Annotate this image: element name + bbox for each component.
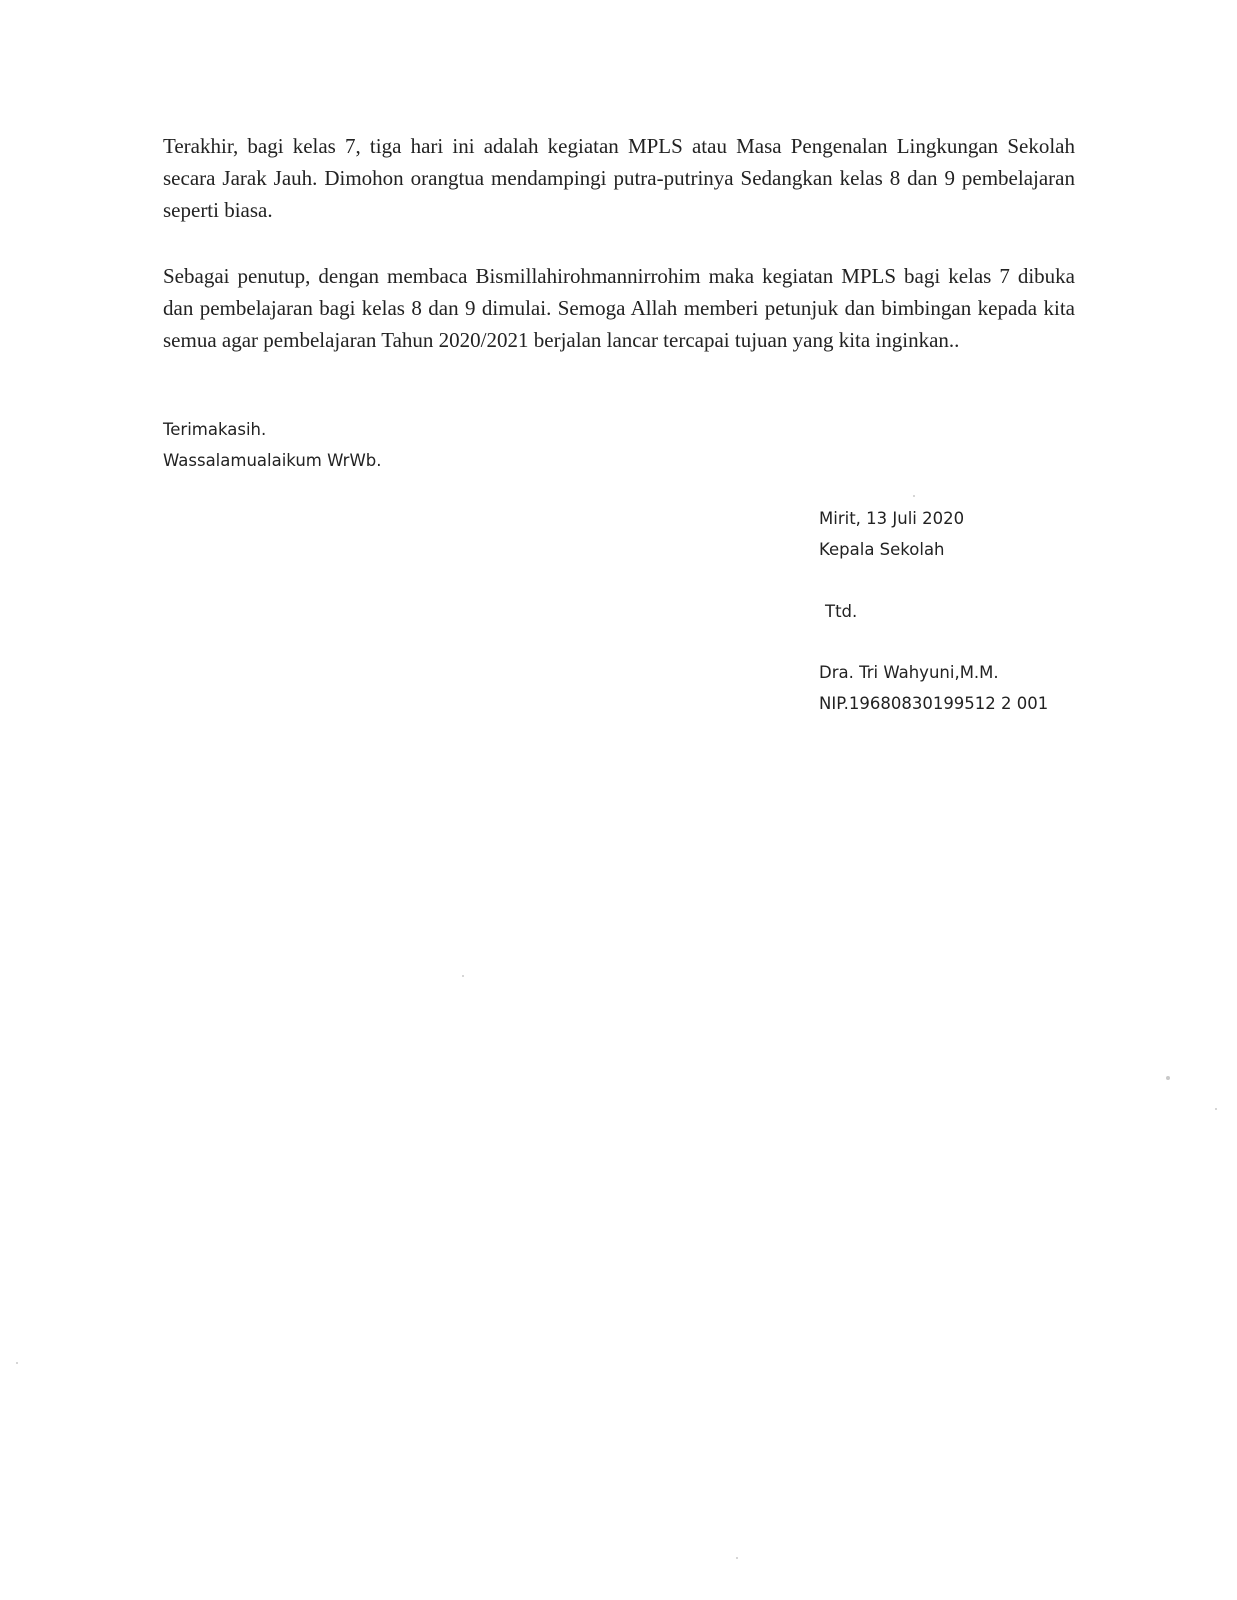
signature-place-date: Mirit, 13 Juli 2020 bbox=[819, 509, 965, 528]
signature-nip: NIP.19680830199512 2 001 bbox=[819, 694, 1049, 713]
paragraph-closing-remarks: Sebagai penutup, dengan membaca Bismillahirohmannirrohim maka kegiatan MPLS bagi kelas 7 dibuka dan pembelajaran bagi kelas 8 dan 9 dimulai. Semoga Allah memberi petunjuk dan bimbingan kepada kita semua agar pembelajaran Tahun 2020/2021 berjalan lancar tercapai tujuan yang kita inginkan.. bbox=[163, 264, 1075, 352]
signature-ttd: Ttd. bbox=[825, 602, 858, 621]
scan-speck bbox=[1166, 1076, 1170, 1080]
paragraph-mpls-info: Terakhir, bagi kelas 7, tiga hari ini adalah kegiatan MPLS atau Masa Pengenalan Lingkungan Sekolah secara Jarak Jauh. Dimohon orangtua mendampingi putra-putrinya Sedangkan kelas 8 dan 9 pembelajaran seperti biasa. bbox=[163, 134, 1075, 222]
scan-speck bbox=[913, 495, 915, 497]
signature-name: Dra. Tri Wahyuni,M.M. bbox=[819, 663, 999, 682]
scan-speck bbox=[16, 1362, 18, 1364]
scan-speck bbox=[736, 1557, 738, 1559]
closing-salam: Wassalamualaikum WrWb. bbox=[163, 451, 382, 470]
scan-speck bbox=[1215, 1108, 1217, 1110]
scan-speck bbox=[462, 975, 464, 977]
signature-role: Kepala Sekolah bbox=[819, 540, 945, 559]
closing-thanks: Terimakasih. bbox=[163, 420, 267, 439]
